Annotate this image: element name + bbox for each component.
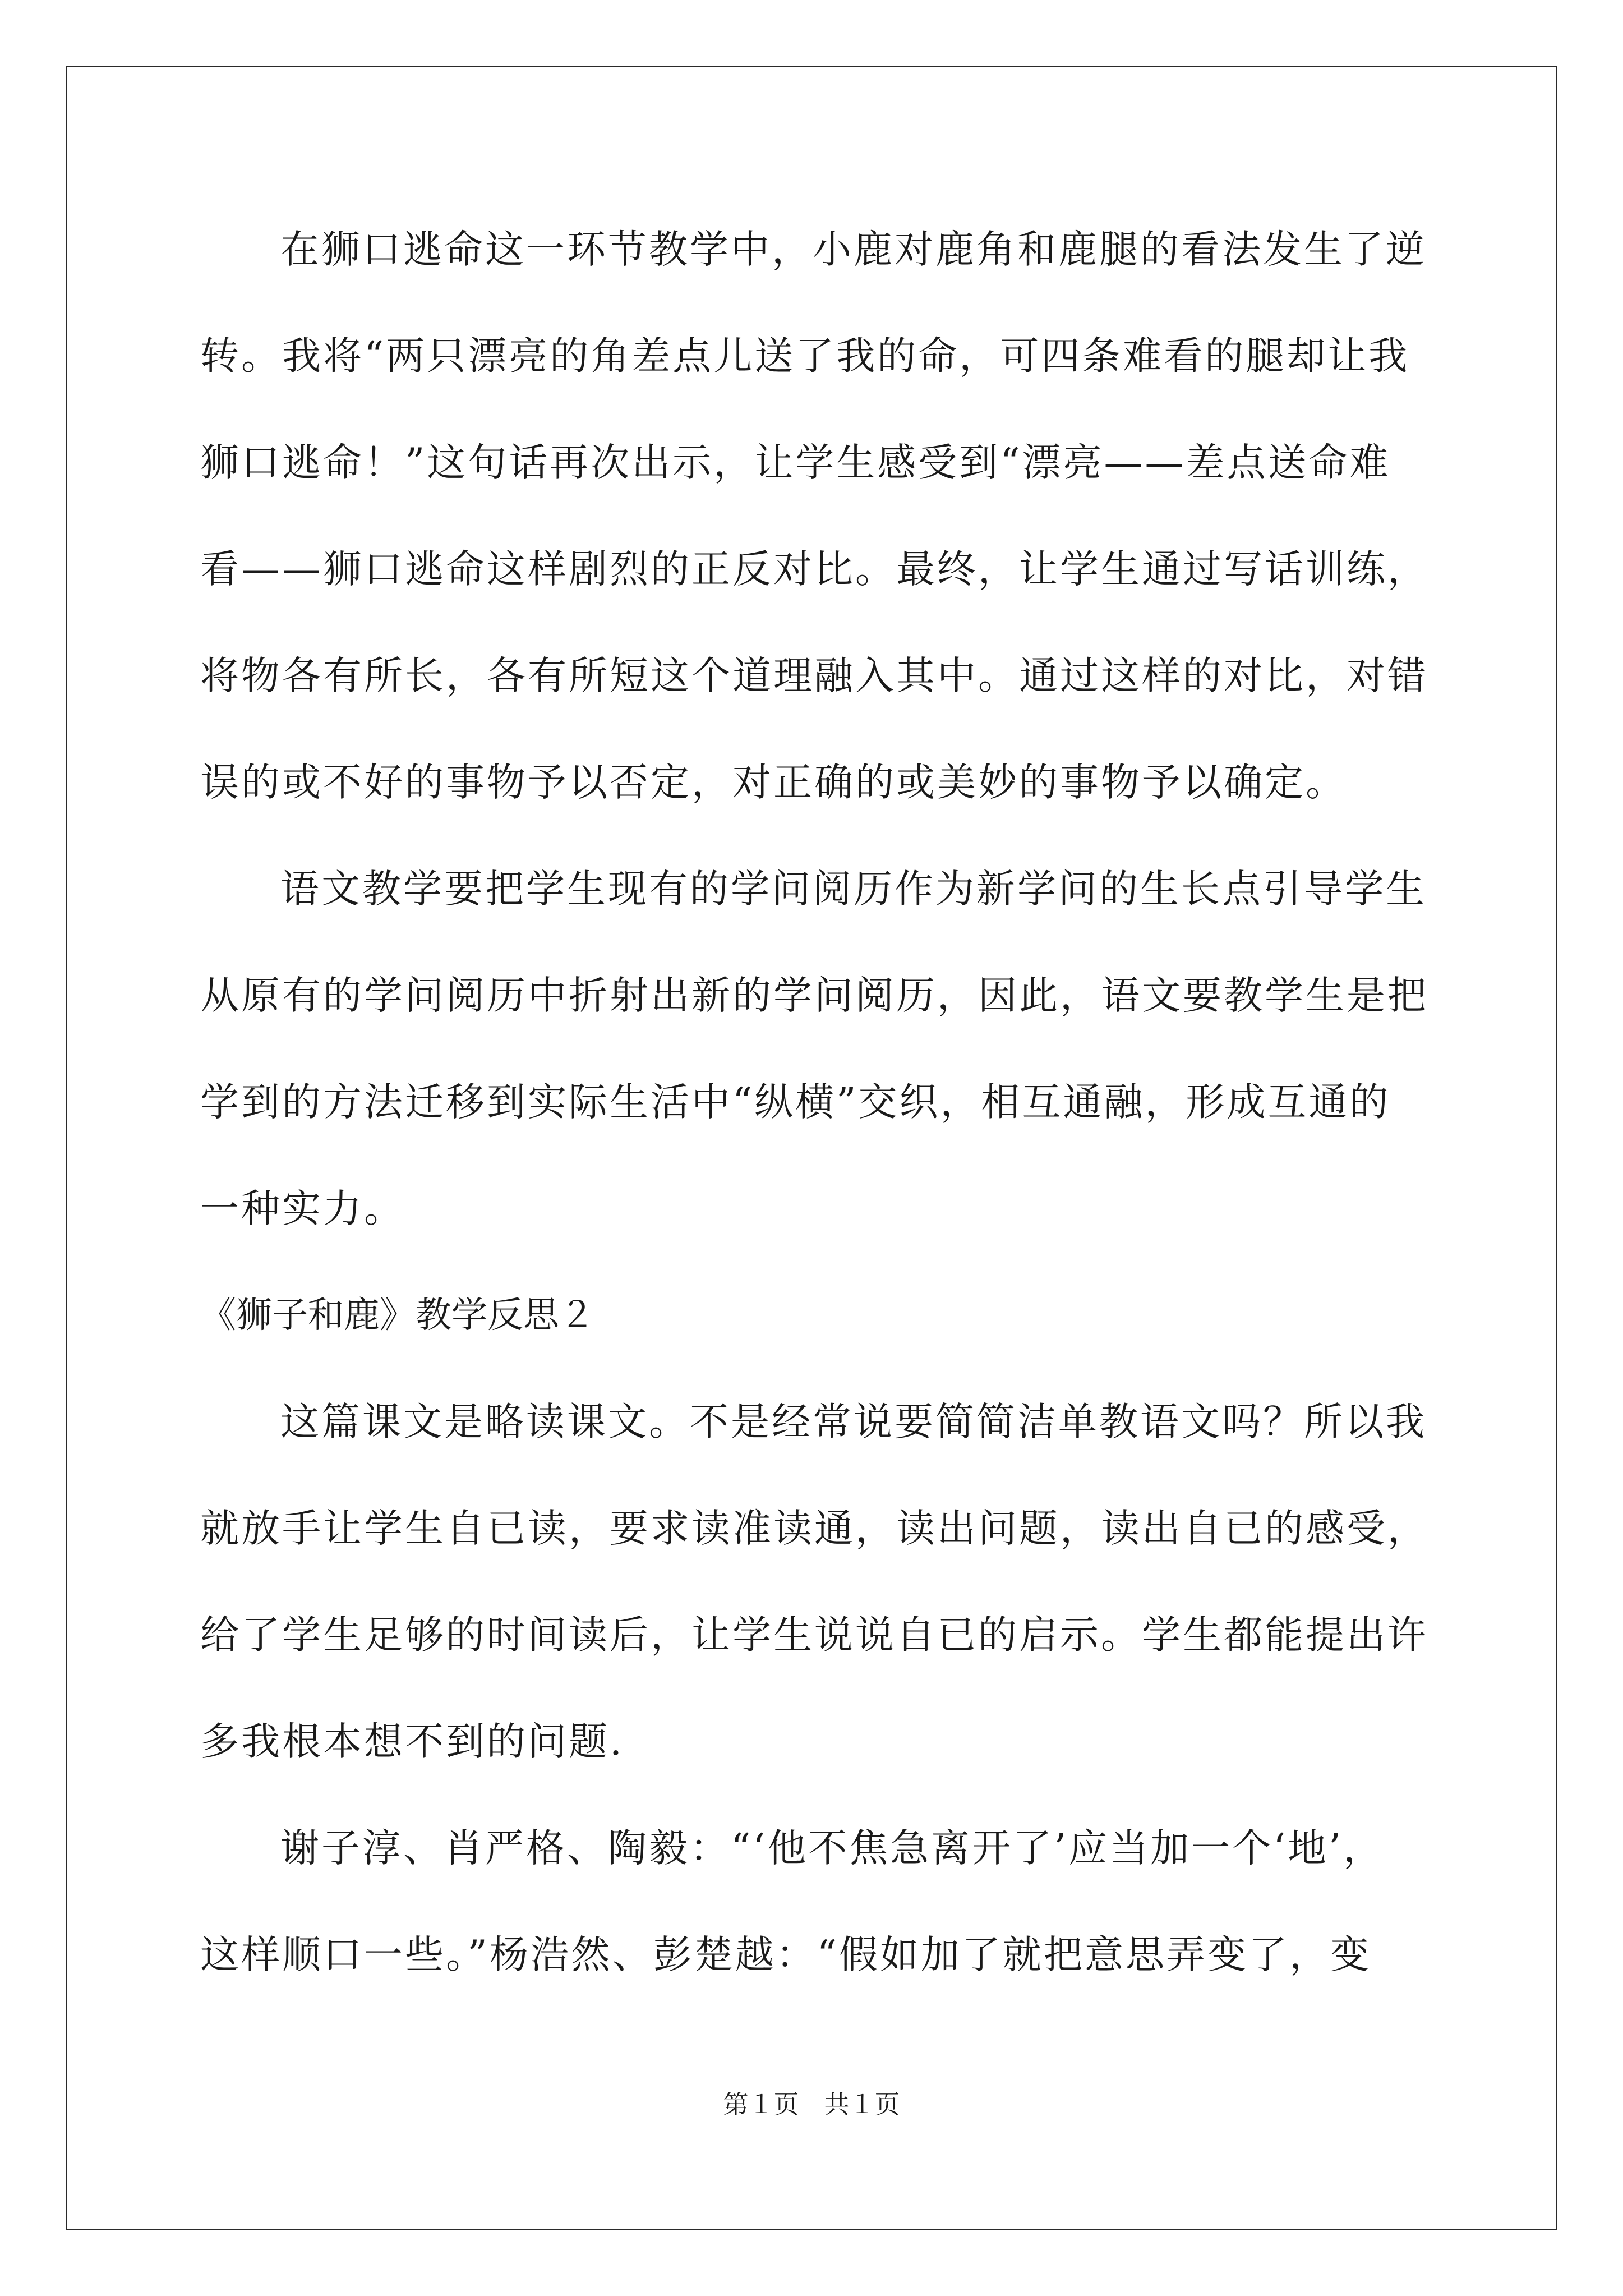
section-heading: 《狮子和鹿》教学反思２ <box>200 1295 595 1336</box>
paragraph-2-line-1: 语文教学要把学生现有的学问阅历作为新学问的生长点引导学生 <box>280 867 1427 912</box>
paragraph-2-line-4: 一种实力。 <box>200 1186 405 1231</box>
paragraph-1-line-6: 误的或不好的事物予以否定，对正确的或美妙的事物予以确定。 <box>200 760 1347 805</box>
page-border <box>66 66 1557 2230</box>
paragraph-1-line-1: 在狮口逃命这一环节教学中，小鹿对鹿角和鹿腿的看法发生了逆 <box>280 227 1427 272</box>
paragraph-3-line-3: 给了学生足够的时间读后，让学生说说自已的启示。学生都能提出许 <box>200 1613 1428 1658</box>
paragraph-1-line-2: 转。我将“两只漂亮的角差点儿送了我的命，可四条难看的腿却让我 <box>200 334 1410 379</box>
paragraph-1-line-4: 看——狮口逃命这样剧烈的正反对比。最终，让学生通过写话训练， <box>200 547 1428 592</box>
paragraph-2-line-3: 学到的方法迁移到实际生活中“纵横”交织，相互通融，形成互通的 <box>200 1080 1391 1125</box>
page-number-footer: 第１页 共１页 <box>723 2090 900 2119</box>
paragraph-2-line-2: 从原有的学问阅历中折射出新的学问阅历，因此，语文要教学生是把 <box>200 973 1428 1018</box>
paragraph-3-line-4: 多我根本想不到的问题. <box>200 1719 624 1764</box>
paragraph-1-line-3: 狮口逃命！”这句话再次出示，让学生感受到“漂亮——差点送命难 <box>200 440 1391 485</box>
paragraph-4-line-1: 谢子淳、肖严格、陶毅：“‘他不焦急离开了’应当加一个‘地’， <box>280 1826 1385 1871</box>
paragraph-3-line-2: 就放手让学生自已读，要求读准读通，读出问题，读出自已的感受， <box>200 1506 1428 1551</box>
paragraph-4-line-2: 这样顺口一些。”杨浩然、彭楚越：“假如加了就把意思弄变了，变 <box>200 1932 1372 1977</box>
paragraph-3-line-1: 这篇课文是略读课文。不是经常说要简简洁单教语文吗？所以我 <box>280 1400 1427 1444</box>
paragraph-1-line-5: 将物各有所长，各有所短这个道理融入其中。通过这样的对比，对错 <box>200 654 1428 698</box>
